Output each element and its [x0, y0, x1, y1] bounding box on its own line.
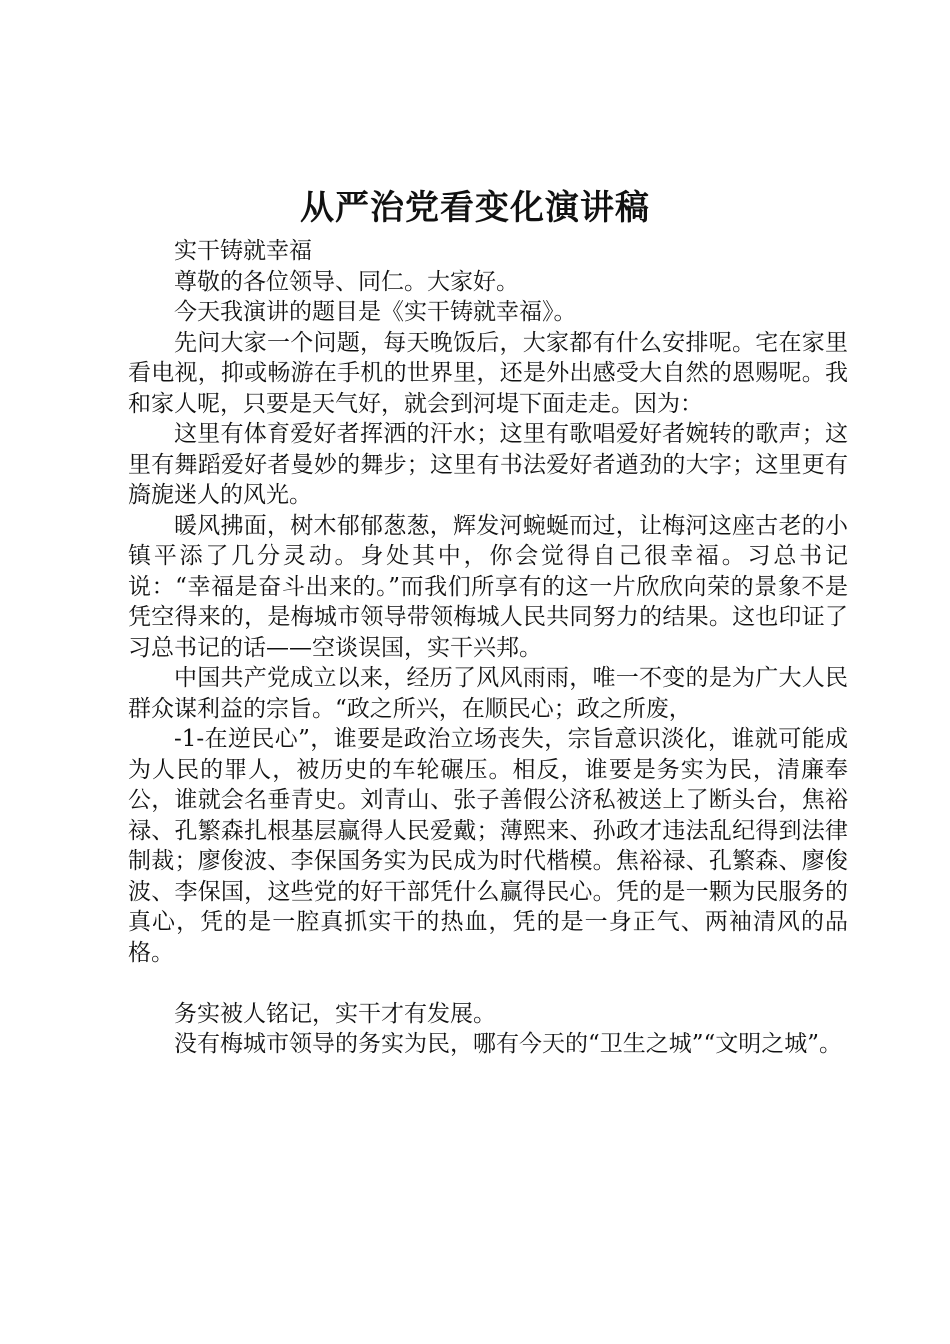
paragraph-subtitle: 实干铸就幸福 [174, 238, 312, 264]
paragraph: 没有梅城市领导的务实为民，哪有今天的“卫生之城”“文明之城”。 [174, 1031, 843, 1057]
paragraph: 这里有体育爱好者挥洒的汗水；这里有歌唱爱好者婉转的歌声；这里有舞蹈爱好者曼妙的舞步；这里有书法爱好者遒劲的大字；这里更有旖旎迷人的风光。 [128, 421, 848, 508]
paragraph-with-page-number: -1-在逆民心”，谁要是政治立场丧失，宗旨意识淡化，谁就可能成为人民的罪人，被历史的车轮碾压。相反，谁要是务实为民，清廉奉公，谁就会名垂青史。刘青山、张子善假公济私被送上了断头台，焦裕禄、孔繁森扎根基层赢得人民爱戴；薄熙来、孙政才违法乱纪得到法律制裁；廖俊波、李保国务实为民成为时代楷模。焦裕禄、孔繁森、廖俊波、李保国，这些党的好干部凭什么赢得民心。凭的是一颗为民服务的真心，凭的是一腔真抓实干的热血，凭的是一身正气、两袖清风的品格。 [128, 726, 848, 966]
paragraph: 务实被人铭记，实干才有发展。 [174, 1000, 496, 1027]
paragraph-topic: 今天我演讲的题目是《实干铸就幸福》。 [174, 299, 577, 325]
document-body [128, 236, 848, 1060]
paragraph: 暖风拂面，树木郁郁葱葱，辉发河蜿蜒而过，让梅河这座古老的小镇平添了几分灵动。身处其中，你会觉得自己很幸福。习总书记说：“幸福是奋斗出来的。”而我们所享有的这一片欣欣向荣的景象不是凭空得来的，是梅城市领导带领梅城人民共同努力的结果。这也印证了习总书记的话——空谈误国，实干兴邦。 [128, 512, 848, 661]
paragraph: 中国共产党成立以来，经历了风风雨雨，唯一不变的是为广大人民群众谋利益的宗旨。“政之所兴，在顺民心；政之所废， [128, 665, 848, 722]
paragraph-greeting: 尊敬的各位领导、同仁。大家好。 [174, 268, 519, 295]
paragraph: 先问大家一个问题，每天晚饭后，大家都有什么安排呢。宅在家里看电视，抑或畅游在手机的世界里，还是外出感受大自然的恩赐呢。我和家人呢，只要是天气好，就会到河堤下面走走。因为： [128, 329, 848, 417]
document-title: 从严治党看变化演讲稿 [300, 188, 650, 228]
